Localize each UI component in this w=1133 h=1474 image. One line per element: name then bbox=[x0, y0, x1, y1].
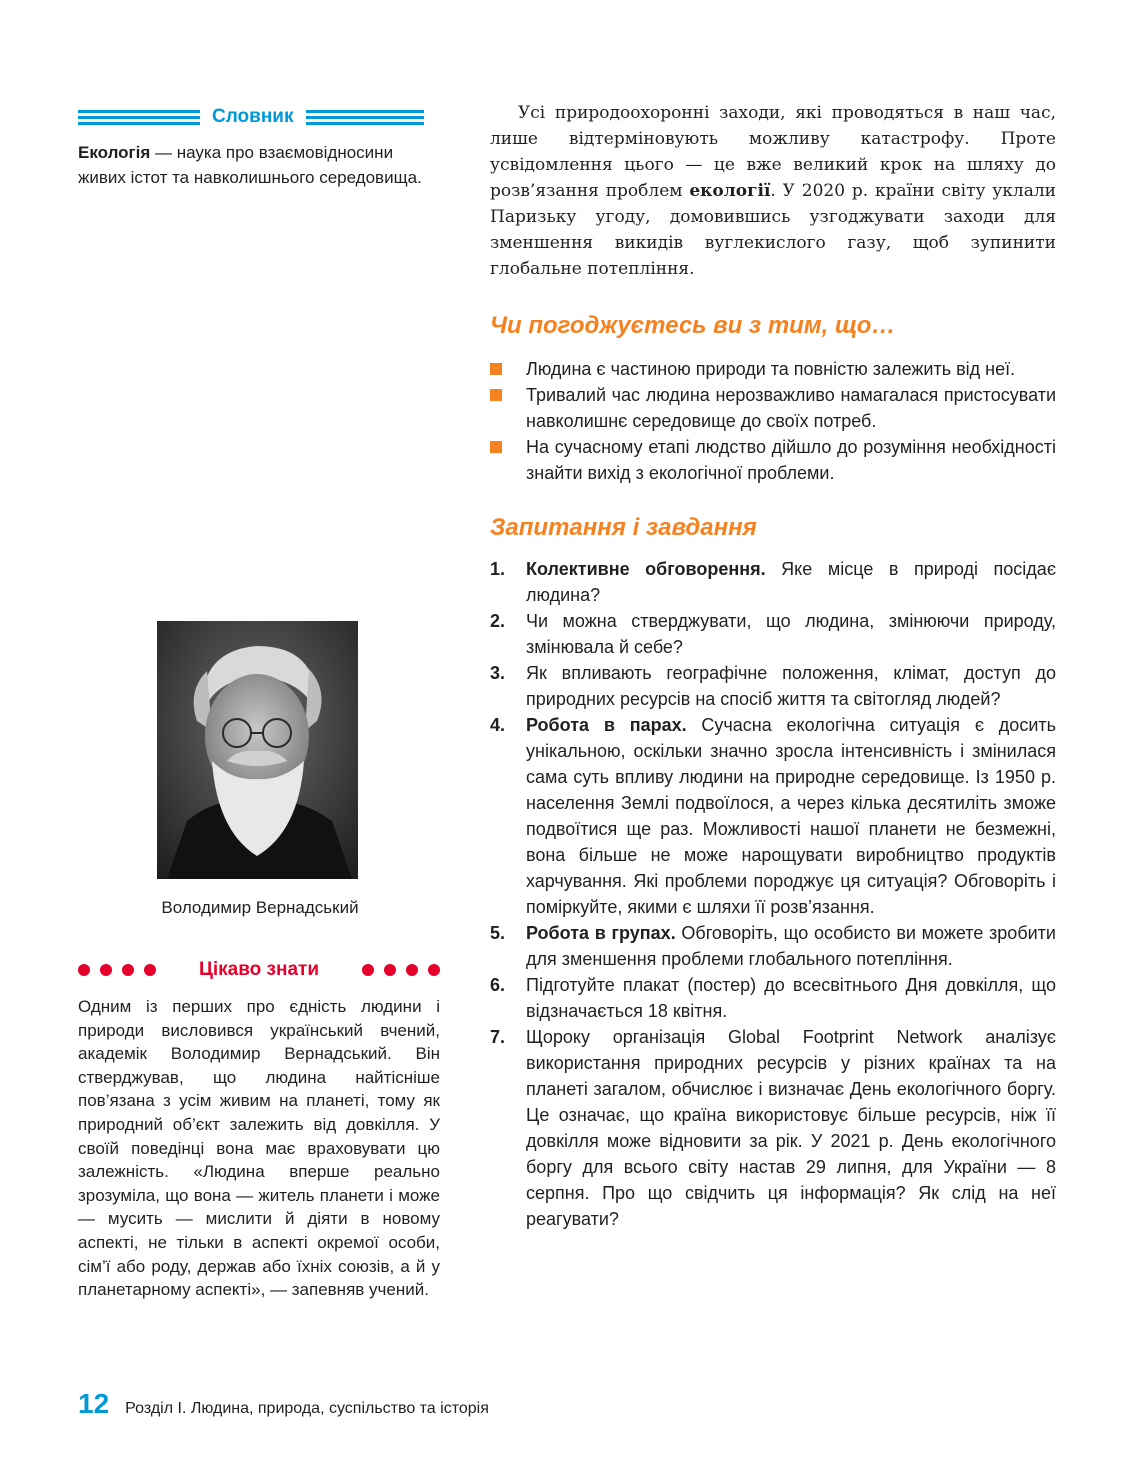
task-item bbox=[490, 1024, 1056, 1232]
task-lead: Колективне обговорення. bbox=[526, 559, 766, 579]
task-number: 2. bbox=[490, 611, 506, 631]
agree-item bbox=[490, 382, 1056, 434]
agree-item bbox=[490, 434, 1056, 486]
task-item bbox=[490, 660, 1056, 712]
task-item bbox=[490, 608, 1056, 660]
dictionary-definition: — наука про взаємовідносини живих істот та навколишнього середовища. bbox=[78, 143, 422, 187]
tasks-section-title: Запитання і завдання bbox=[490, 514, 757, 541]
task-item bbox=[490, 556, 1056, 608]
task-number: 4. bbox=[490, 715, 506, 735]
interesting-text: Одним із перших про єдність людини і природи висловився український вчений, академік Володимир Вернадський. Він стверджував, що людина найтісніше пов’язана з усім живим на планеті, тому як природний об’єкт залежить від довкілля. У своїй поведінці вона має враховувати цю залежність. «Людина вперше реально зрозуміла, що вона — житель планети і може — мусить — мислити й діяти в новому аспекті, не тільки в аспекті окремої особи, сім’ї або роду, держав або їхніх союзів, а й у планетарному аспекті», — запевняв учений. bbox=[78, 997, 440, 1300]
square-bullet-icon bbox=[490, 363, 502, 375]
task-number: 7. bbox=[490, 1027, 506, 1047]
intro-paragraph bbox=[490, 100, 1056, 282]
task-text: Чи можна стверджувати, що людина, змінюючи природу, змінювала й себе? bbox=[526, 611, 1056, 657]
intro-text-after: . У 2020 р. країни світу уклали Паризьку угоду, домовившись узгоджувати заходи для зменшення викидів вуглекислого газу, щоб зупинити глобальне потепління. bbox=[490, 181, 1056, 279]
page-footer bbox=[78, 1388, 489, 1420]
dictionary-entry bbox=[78, 140, 440, 190]
agree-item-text: Людина є частиною природи та повністю залежить від неї. bbox=[526, 359, 1016, 379]
task-number: 6. bbox=[490, 975, 506, 995]
dictionary-term: Екологія bbox=[78, 143, 151, 162]
interesting-box bbox=[78, 955, 440, 1302]
portrait-photo bbox=[157, 621, 358, 879]
main-column bbox=[490, 100, 1056, 1232]
intro-bold-term: екології bbox=[689, 181, 771, 201]
square-bullet-icon bbox=[490, 389, 502, 401]
task-item bbox=[490, 972, 1056, 1024]
agree-section-title: Чи погоджуєтесь ви з тим, що… bbox=[490, 312, 896, 339]
decorative-dots-right bbox=[362, 964, 440, 976]
interesting-header bbox=[78, 955, 440, 985]
task-number: 1. bbox=[490, 559, 506, 579]
task-text: Обговоріть, що особисто ви можете зробити для зменшення проблеми глобального потепління. bbox=[526, 923, 1056, 969]
agree-item bbox=[490, 356, 1056, 382]
tasks-list bbox=[490, 556, 1056, 1232]
agree-item-text: Тривалий час людина нерозважливо намагалася пристосувати навколишнє середовище до своїх потреб. bbox=[526, 385, 1056, 431]
dictionary-title: Словник bbox=[212, 106, 294, 127]
task-number: 5. bbox=[490, 923, 506, 943]
intro-text-before: Усі природоохоронні заходи, які проводяться в наш час, лише відтерміновують можливу катастрофу. Проте усвідомлення цього — це вже великий крок на шляху до розв’язання проблем bbox=[490, 103, 1056, 201]
task-text: Сучасна екологічна ситуація є досить унікальною, оскільки значно зросла інтенсивність і змінилася сама суть впливу людини на природне середовище. Із 1950 р. населення Землі подвоїлося, а через кілька десятиліть зможе подвоїтися ще раз. Можливості нашої планети не безмежні, вона більше не може нарощувати виробництво продуктів харчування. Які проблеми породжує ця ситуація? Обговоріть і поміркуйте, якими є шляхи її розв’язання. bbox=[526, 715, 1056, 917]
interesting-title: Цікаво знати bbox=[198, 959, 320, 980]
task-text: Яке місце в природі посідає людина? bbox=[526, 559, 1057, 605]
portrait-caption: Володимир Вернадський bbox=[161, 898, 359, 917]
dictionary-box bbox=[78, 100, 440, 190]
task-item bbox=[490, 920, 1056, 972]
page-number: 12 bbox=[78, 1388, 110, 1419]
decorative-dots-left bbox=[78, 964, 156, 976]
decorative-stripes-right bbox=[306, 110, 424, 125]
footer-section-title: Розділ І. Людина, природа, суспільство та історія bbox=[125, 1400, 489, 1417]
task-lead: Робота в групах. bbox=[526, 923, 676, 943]
task-text: Щороку організація Global Footprint Network аналізує використання природних ресурсів у різних країнах та на планеті загалом, обчислює і визначає День екологічного боргу. Це означає, що країна використовує більше ресурсів, ніж її довкілля може відновити за рік. У 2021 р. День екологічного боргу для всього світу настав 29 липня, для України — 8 серпня. Про що свідчить ця інформація? Як слід на неї реагувати? bbox=[526, 1027, 1056, 1229]
task-text: Як впливають географічне положення, клімат, доступ до природних ресурсів на спосіб життя та світогляд людей? bbox=[526, 663, 1056, 709]
task-number: 3. bbox=[490, 663, 506, 683]
agree-list bbox=[490, 356, 1056, 486]
task-lead: Робота в парах. bbox=[526, 715, 687, 735]
dictionary-header bbox=[78, 100, 440, 134]
square-bullet-icon bbox=[490, 441, 502, 453]
agree-item-text: На сучасному етапі людство дійшло до розуміння необхідності знайти вихід з екологічної проблеми. bbox=[526, 437, 1056, 483]
task-text: Підготуйте плакат (постер) до всесвітнього Дня довкілля, що відзначається 18 квітня. bbox=[526, 975, 1056, 1021]
decorative-stripes-left bbox=[78, 110, 200, 125]
task-item bbox=[490, 712, 1056, 920]
